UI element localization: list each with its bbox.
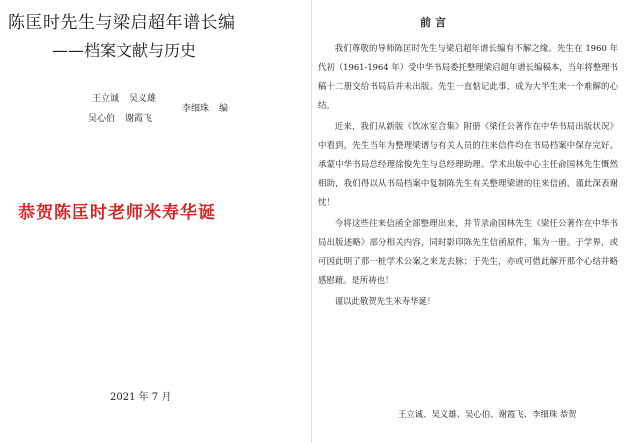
left-page — [0, 0, 312, 443]
editors-block — [88, 92, 282, 132]
preface-paragraph: 谨以此敬贺先生米寿华诞！ — [334, 296, 436, 306]
preface-paragraph: 今将这些往来信函全部整理出来，并节录俞国林先生《梁任公著作在中华书局出版述略》部分相关内容，同时影印陈先生信函原件，集为一册。于学界，或可因此明了那一桩学术公案之来龙去脉；于先生，亦或可借此解开那个心结并略感慰藉。是所祷也！ — [318, 218, 618, 285]
editor-role-label: 编 — [219, 104, 229, 114]
preface-paragraph: 近来，我们从新版《饮冰室合集》附册《梁任公著作在中华书局出版状况》中看到，先生当年为整理梁谱与有关人员的往来信件均在书局档案中保存完好。承蒙中华书局总经理徐俊先生与总经理助理、学术出版中心主任俞国林先生慨然相助，我们得以从书局档案中复制陈先生有关整理梁谱的往来信函，谨此深表谢忱！ — [318, 121, 618, 207]
editors-row-2 — [88, 112, 152, 126]
preface-signature: 王立诚、吴义雄、吴心伯、谢霞飞、李细珠 恭贺 — [398, 409, 577, 419]
dedication-text: 恭贺陈匡时老师米寿华诞 — [18, 203, 216, 223]
book-title: 陈匡时先生与梁启超年谱长编 — [8, 13, 236, 33]
editor-name: 吴心伯 — [88, 114, 116, 124]
preface-paragraph: 我们尊敬的导师陈匡时先生与梁启超年谱长编有不解之缘。先生在 1960 年代初（1961-1964 年）受中华书局委托整理梁启超年谱长编稿本，当年将整理书稿十二册交给书局后并未出版。先生一直惦记此事，成为大半生来一个难解的心结。 — [318, 43, 618, 110]
publication-date: 2021 年 7 月 — [110, 392, 172, 403]
editor-name: 王立诚 — [92, 94, 120, 104]
editors-role — [182, 102, 228, 116]
preface-body — [318, 39, 618, 313]
editor-name: 李细珠 — [182, 104, 210, 114]
book-subtitle: ——档案文献与历史 — [52, 41, 197, 60]
editor-name: 吴义雄 — [129, 94, 157, 104]
editor-name: 谢霞飞 — [125, 114, 153, 124]
editors-row-1 — [92, 92, 156, 106]
preface-heading: 前言 — [420, 16, 450, 29]
